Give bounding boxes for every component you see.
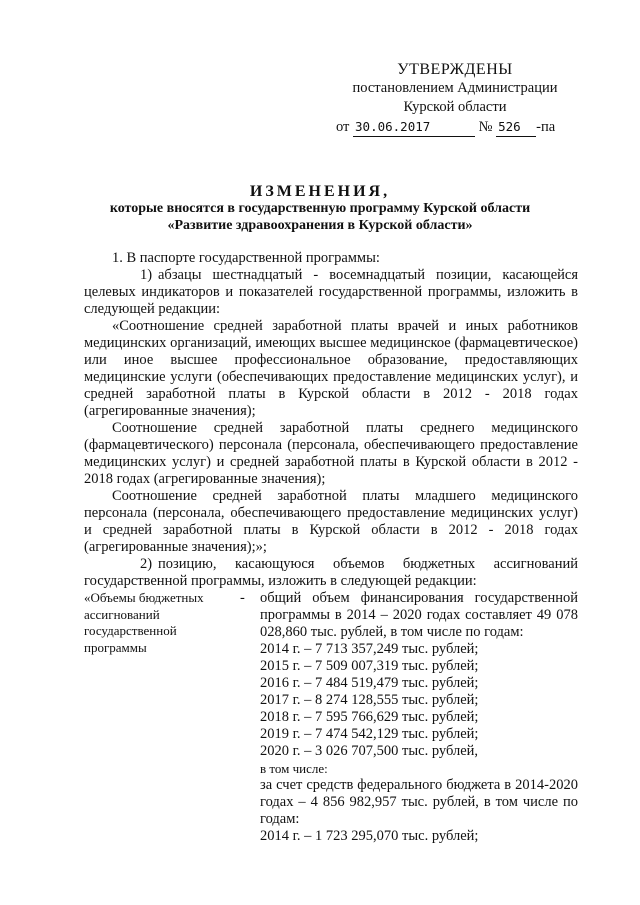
subitem-2: [84, 556, 578, 590]
budget-table: [84, 590, 578, 845]
budget-federal-2014: 2014 г. – 1 723 295,070 тыс. рублей;: [260, 828, 479, 844]
budget-label-line-4: программы: [84, 639, 147, 655]
budget-year-2016: 2016 г. – 7 484 519,479 тыс. рублей;: [260, 675, 479, 691]
subitem-2-marker: 2): [140, 556, 153, 572]
paragraph-1: «Соотношение средней заработной платы врачей и иных работников медицинских организаций, имеющих высшее медицинское (фармацевтическое) или иное высшее профессиональное образование, предоставляющих медицинские услуги (обеспечивающих предоставление медицинских услуг), и средней заработной платы в Курской области в 2012 - 2018 годах (агрегированные значения);: [84, 318, 578, 419]
budget-year-2017: 2017 г. – 8 274 128,555 тыс. рублей;: [260, 692, 479, 708]
subitem-1-text: абзацы шестнадцатый - восемнадцатый позиции, касающейся целевых индикаторов и показателей государственной программы, изложить в следующей редакции:: [84, 267, 578, 317]
approval-number: 526: [496, 117, 536, 137]
budget-label-line-1: «Объемы бюджетных: [84, 590, 204, 605]
budget-including: в том числе:: [260, 761, 328, 776]
subitem-1-marker: 1): [140, 267, 153, 283]
approval-line-2: Курской области: [403, 99, 507, 115]
approval-date: 30.06.2017: [353, 117, 475, 137]
subitem-2-text: позицию, касающуюся объемов бюджетных ассигнований государственной программы, изложить в следующей редакции:: [84, 556, 578, 589]
document-body: [84, 250, 578, 845]
subtitle-line-1: которые вносятся в государственную программу Курской области: [109, 201, 531, 216]
budget-year-2014: 2014 г. – 7 713 357,249 тыс. рублей;: [260, 641, 479, 657]
number-suffix: -па: [536, 119, 556, 135]
paragraph-2: Соотношение средней заработной платы среднего медицинского (фармацевтического) персонала (персонала, обеспечивающего предоставление медицинских услуг) и средней заработной платы в Курской области в 2012 - 2018 годах (агрегированные значения);: [84, 420, 578, 487]
approval-stamp: [330, 60, 580, 137]
budget-label-line-2: ассигнований: [84, 606, 160, 622]
budget-year-2020: 2020 г. – 3 026 707,500 тыс. рублей,: [260, 743, 479, 759]
budget-year-2019: 2019 г. – 7 474 542,129 тыс. рублей;: [260, 726, 479, 742]
paragraph-3: Соотношение средней заработной платы младшего медицинского персонала (персонала, обеспечивающего предоставление медицинских услуг) и средней заработной платы в Курской области в 2012 - 2018 годах (агрегированные значения);»;: [84, 488, 578, 555]
budget-values: [254, 590, 578, 845]
approval-heading: УТВЕРЖДЕНЫ: [397, 61, 513, 78]
item-1: 1. В паспорте государственной программы:: [112, 250, 380, 266]
budget-label: [84, 590, 240, 845]
budget-federal: за счет средств федерального бюджета в 2014-2020 годах – 4 856 982,957 тыс. рублей, в том числе по годам:: [260, 777, 578, 827]
budget-dash: -: [240, 590, 245, 606]
budget-label-line-3: государственной: [84, 623, 177, 638]
subtitle-line-2: «Развитие здравоохранения в Курской области»: [167, 218, 473, 233]
approval-line-1: постановлением Администрации: [352, 80, 558, 96]
document-title: ИЗМЕНЕНИЯ,: [249, 183, 391, 200]
budget-year-2015: 2015 г. – 7 509 007,319 тыс. рублей;: [260, 658, 479, 674]
budget-year-2018: 2018 г. – 7 595 766,629 тыс. рублей;: [260, 709, 479, 725]
approval-date-line: [330, 117, 580, 137]
budget-total: общий объем финансирования государственной программы в 2014 – 2020 годах составляет 49 078 028,860 тыс. рублей, в том числе по годам:: [260, 590, 578, 640]
date-prefix: от: [336, 119, 350, 135]
subitem-1: [84, 267, 578, 318]
document-subtitle: [60, 200, 580, 234]
number-prefix: №: [478, 119, 493, 135]
